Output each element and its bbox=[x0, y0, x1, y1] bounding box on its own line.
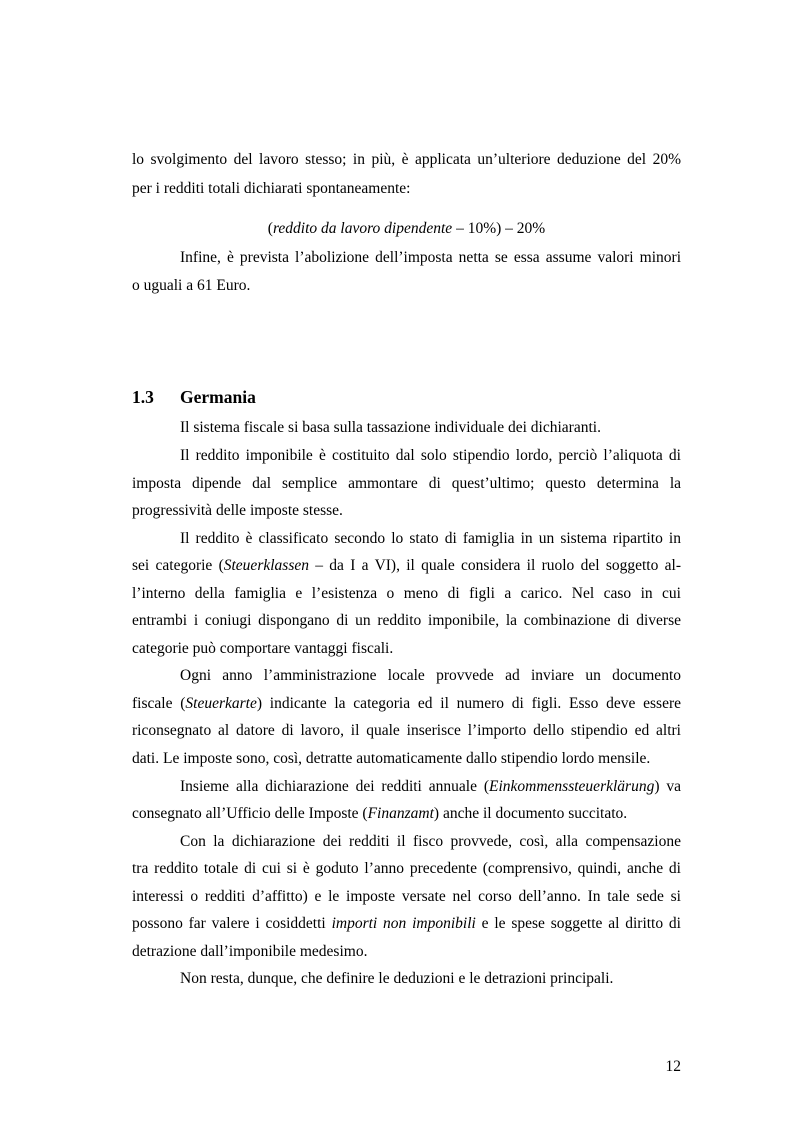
paragraph-line: tra reddito totale di cui si è goduto l’anno precedente (comprensivo, quindi, anche di bbox=[132, 860, 681, 877]
paragraph-line: Non resta, dunque, che definire le deduzioni e le detrazioni principali. bbox=[180, 970, 614, 987]
paragraph-line: o uguali a 61 Euro. bbox=[132, 277, 251, 294]
section-title: Germania bbox=[180, 387, 256, 407]
paragraph-line: interessi o redditi d’affitto) e le imposte versate nel corso dell’anno. In tale sede si bbox=[132, 888, 681, 905]
paragraph-line: riconsegnato al datore di lavoro, il quale inserisce l’importo dello stipendio ed altri bbox=[132, 722, 681, 739]
paragraph-line: imposta dipende dal semplice ammontare di quest’ultimo; questo determina la bbox=[132, 475, 681, 492]
paragraph-line: fiscale (Steuerkarte) indicante la categoria ed il numero di figli. Esso deve essere bbox=[132, 695, 682, 712]
formula: (reddito da lavoro dipendente – 10%) – 20% bbox=[267, 220, 546, 237]
paragraph-line: Ogni anno l’amministrazione locale provvede ad inviare un documento bbox=[180, 667, 681, 684]
page-number: 12 bbox=[665, 1058, 681, 1075]
paragraph-line: entrambi i coniugi dispongano di un reddito imponibile, la combinazione di diverse bbox=[132, 612, 681, 629]
paragraph-line: lo svolgimento del lavoro stesso; in più, è applicata un’ulteriore deduzione del 20% bbox=[132, 151, 681, 168]
paragraph-line: progressività delle imposte stesse. bbox=[132, 502, 343, 519]
paragraph-line: dati. Le imposte sono, così, detratte automaticamente dallo stipendio lordo mensile. bbox=[132, 750, 651, 767]
section-number: 1.3 bbox=[132, 387, 154, 407]
paragraph-line: detrazione dall’imponibile medesimo. bbox=[132, 943, 368, 960]
paragraph-line: Il sistema fiscale si basa sulla tassazione individuale dei dichiaranti. bbox=[180, 419, 601, 436]
paragraph-line: l’interno della famiglia e l’esistenza o meno di figli a carico. Nel caso in cui bbox=[132, 585, 681, 602]
paragraph-line: Il reddito è classificato secondo lo stato di famiglia in un sistema ripartito in bbox=[180, 530, 681, 547]
paragraph-line: Il reddito imponibile è costituito dal solo stipendio lordo, perciò l’aliquota di bbox=[180, 447, 681, 464]
paragraph-line: Insieme alla dichiarazione dei redditi annuale (Einkommenssteuerklärung) va bbox=[180, 778, 682, 795]
paragraph-line: per i redditi totali dichiarati spontaneamente: bbox=[132, 180, 411, 197]
paragraph-line: consegnato all’Ufficio delle Imposte (Finanzamt) anche il documento succitato. bbox=[132, 805, 628, 822]
paragraph-line: Infine, è prevista l’abolizione dell’imposta netta se essa assume valori minori bbox=[180, 249, 681, 266]
formula-italic: reddito da lavoro dipendente bbox=[272, 220, 453, 237]
paragraph-line: sei categorie (Steuerklassen – da I a VI), il quale considera il ruolo del soggetto al- bbox=[132, 557, 681, 574]
paragraph-line: categorie può comportare vantaggi fiscali. bbox=[132, 640, 394, 657]
paragraph-line: Con la dichiarazione dei redditi il fisco provvede, così, alla compensazione bbox=[180, 833, 681, 850]
paragraph-line: possono far valere i cosiddetti importi non imponibili e le spese soggette al diritto di bbox=[132, 915, 681, 932]
section-heading bbox=[132, 386, 256, 408]
